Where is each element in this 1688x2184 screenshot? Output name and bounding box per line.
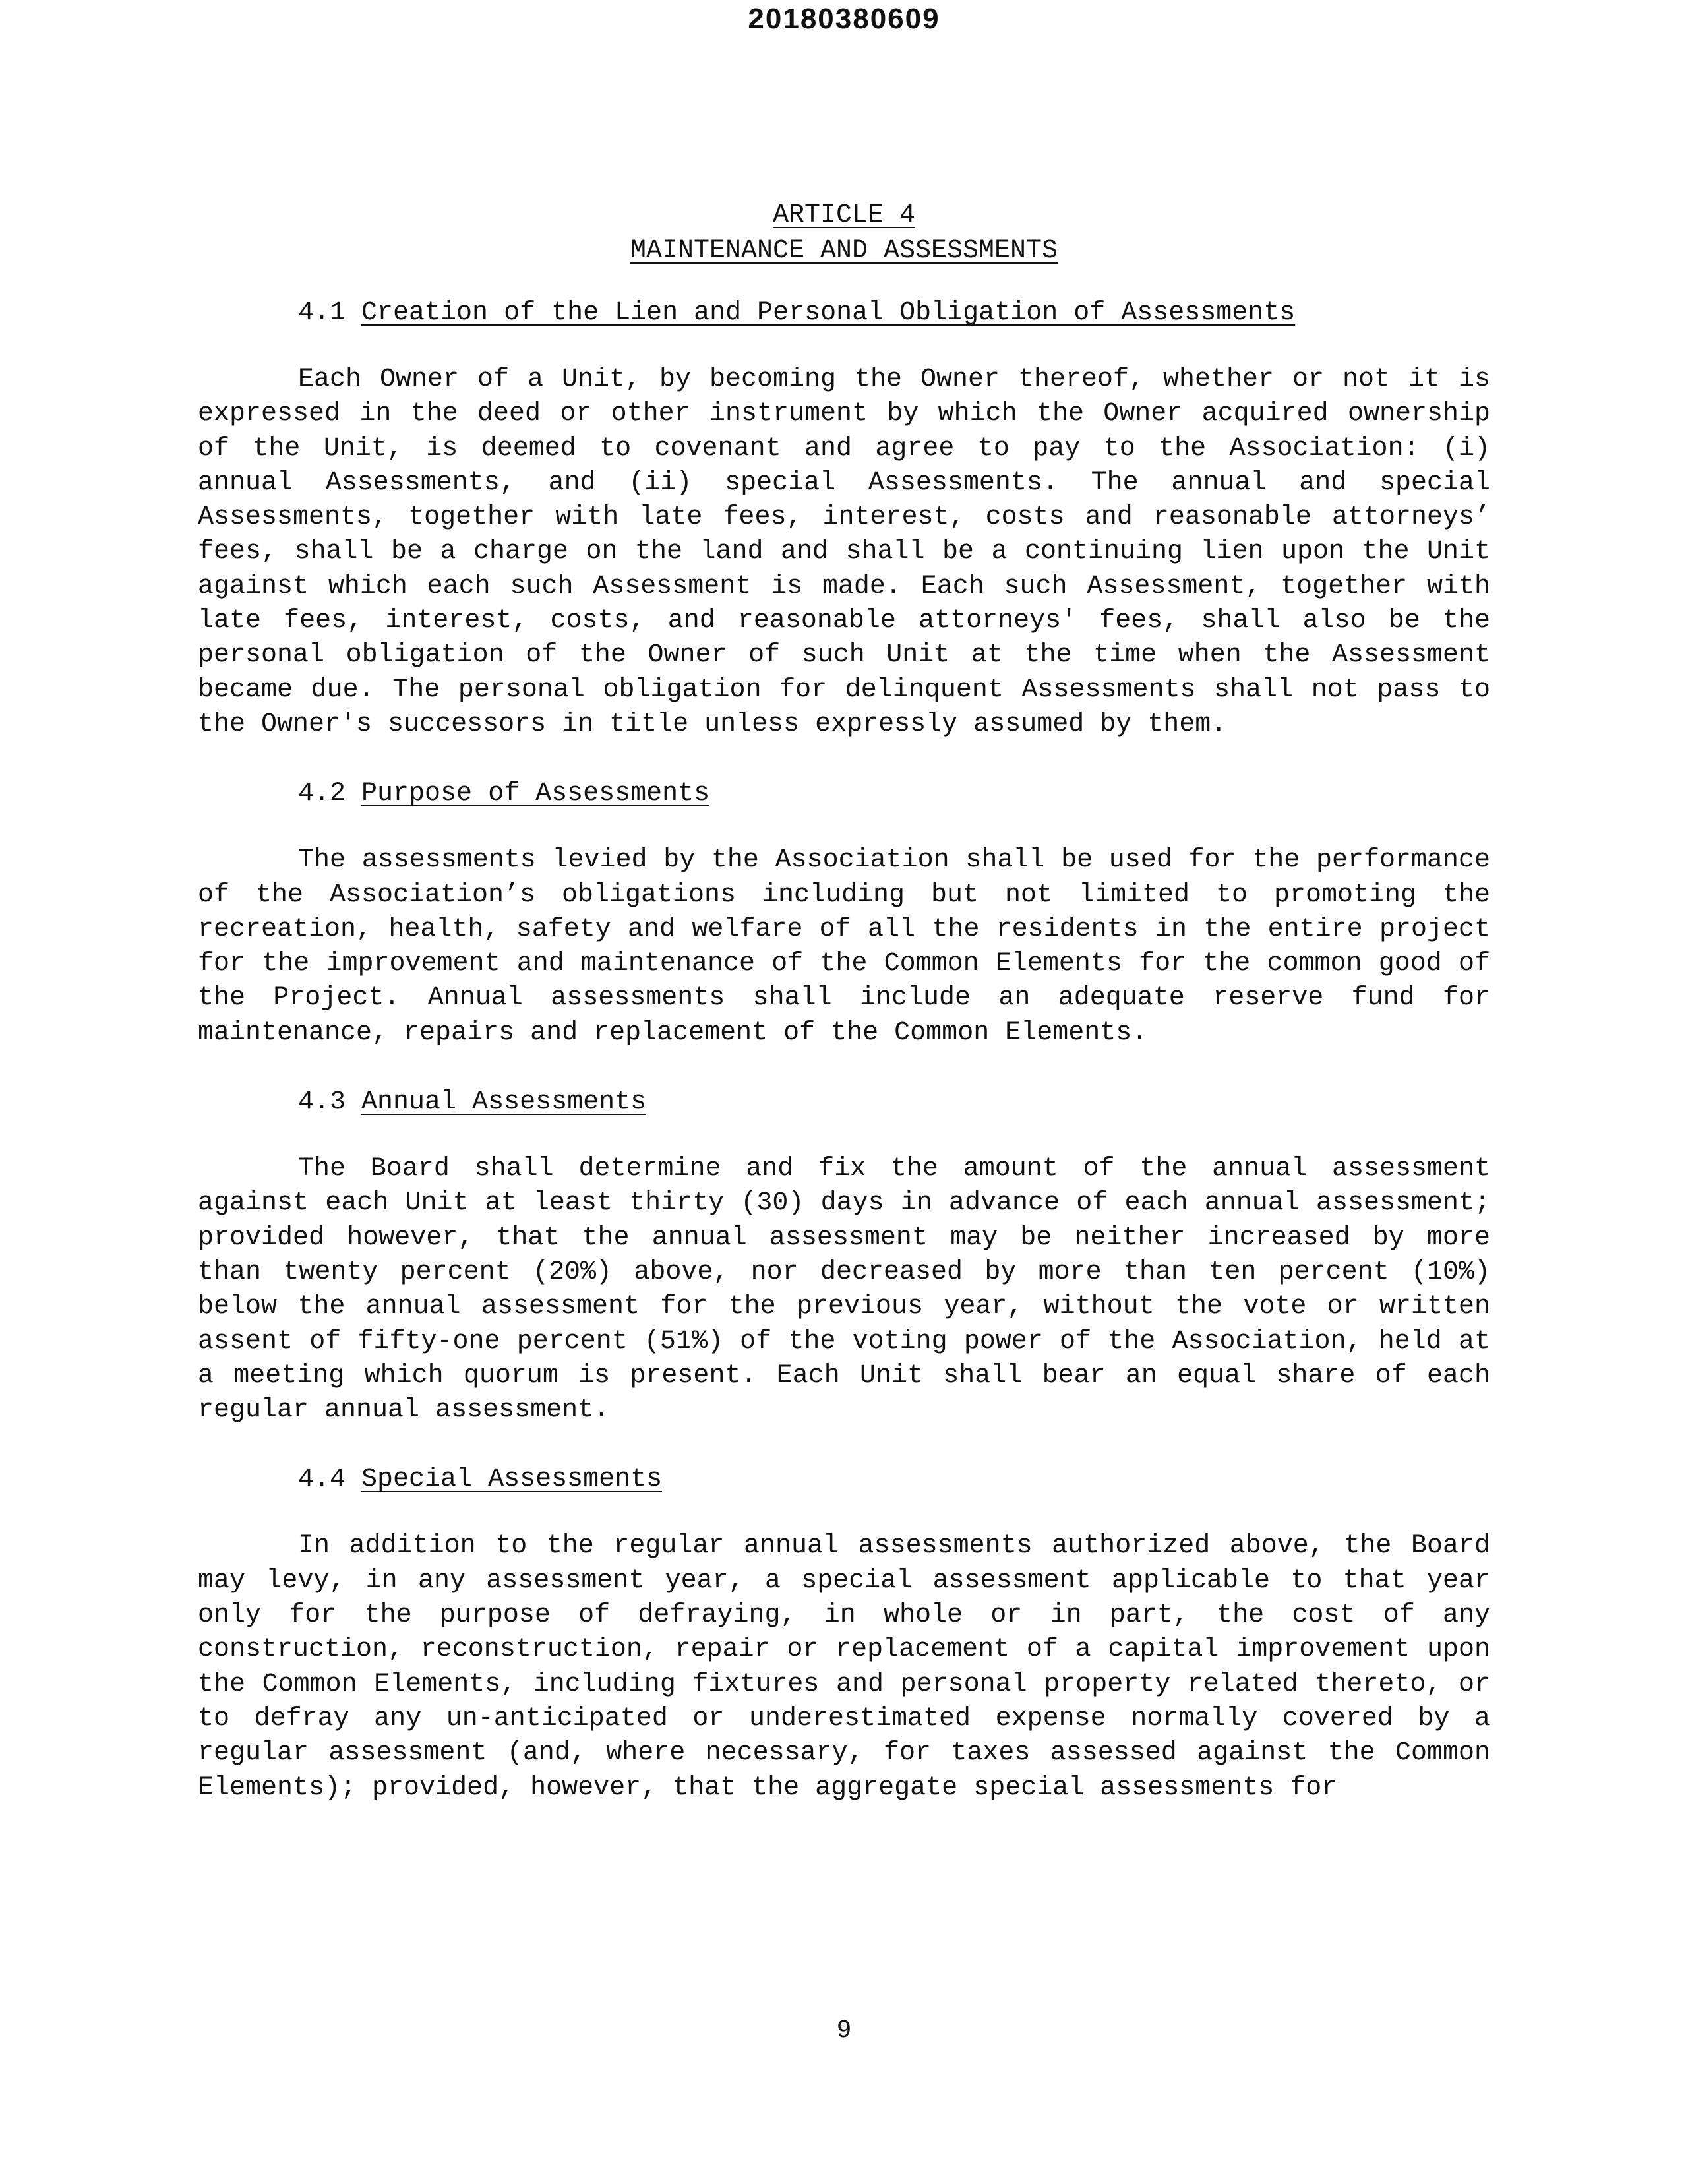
section-title: Annual Assessments xyxy=(361,1087,647,1118)
section-heading-4-1 xyxy=(298,295,1490,331)
section-number: 4.3 xyxy=(298,1087,346,1118)
section-body-4-1: Each Owner of a Unit, by becoming the Owner thereof, whether or not it is expressed in the deed or other instrument by which the Owner acquired ownership of the Unit, is deemed to covenant and agree to pay to the Association: (i) annual Assessments, and (ii) special Assessments. The annual and special Assessments, together with late fees, interest, costs and reasonable attorneys’ fees, shall be a charge on the land and shall be a continuing lien upon the Unit against which each such Assessment is made. Each such Assessment, together with late fees, interest, costs, and reasonable attorneys' fees, shall also be the personal obligation of the Owner of such Unit at the time when the Assessment became due. The personal obligation for delinquent Assessments shall not pass to the Owner's successors in title unless expressly assumed by them. xyxy=(198,365,1490,739)
section-title: Creation of the Lien and Personal Obligation of Assessments xyxy=(361,298,1296,328)
section-heading-4-3 xyxy=(298,1085,1490,1120)
page-number: 9 xyxy=(836,2017,852,2045)
article-title: MAINTENANCE AND ASSESSMENTS xyxy=(630,236,1058,266)
section-body-4-2: The assessments levied by the Association shall be used for the performance of the Association’s obligations including but not limited to promoting the recreation, health, safety and welfare of all the residents in the entire project for the improvement and maintenance of the Common Elements for the common good of the Project. Annual assessments shall include an adequate reserve fund for maintenance, repairs and replacement of the Common Elements. xyxy=(198,845,1490,1048)
section-body-4-3: The Board shall determine and fix the amount of the annual assessment against each Unit at least thirty (30) days in advance of each annual assessment; provided however, that the annual assessment may be neither increased by more than twenty percent (20%) above, nor decreased by more than ten percent (10%) below the annual assessment for the previous year, without the vote or written assent of fifty-one percent (51%) of the voting power of the Association, held at a meeting which quorum is present. Each Unit shall bear an equal share of each regular annual assessment. xyxy=(198,1154,1490,1426)
section-title: Special Assessments xyxy=(361,1465,663,1495)
document-number: 20180380609 xyxy=(748,3,940,35)
section-title: Purpose of Assessments xyxy=(361,779,710,809)
section-number: 4.1 xyxy=(298,298,346,328)
page-content xyxy=(198,198,1490,1840)
section-heading-4-2 xyxy=(298,776,1490,812)
section-body-4-4: In addition to the regular annual assessments authorized above, the Board may levy, in any assessment year, a special assessment applicable to that year only for the purpose of defraying, in whole or in part, the cost of any construction, reconstruction, repair or replacement of a capital improvement upon the Common Elements, including fixtures and personal property related thereto, or to defray any un-anticipated or underestimated expense normally covered by a regular assessment (and, where necessary, for taxes assessed against the Common Elements); provided, however, that the aggregate special assessments for xyxy=(198,1531,1490,1803)
article-number: ARTICLE 4 xyxy=(772,200,916,230)
section-number: 4.2 xyxy=(298,779,346,809)
article-header xyxy=(198,198,1490,269)
section-heading-4-4 xyxy=(298,1462,1490,1498)
section-number: 4.4 xyxy=(298,1465,346,1495)
